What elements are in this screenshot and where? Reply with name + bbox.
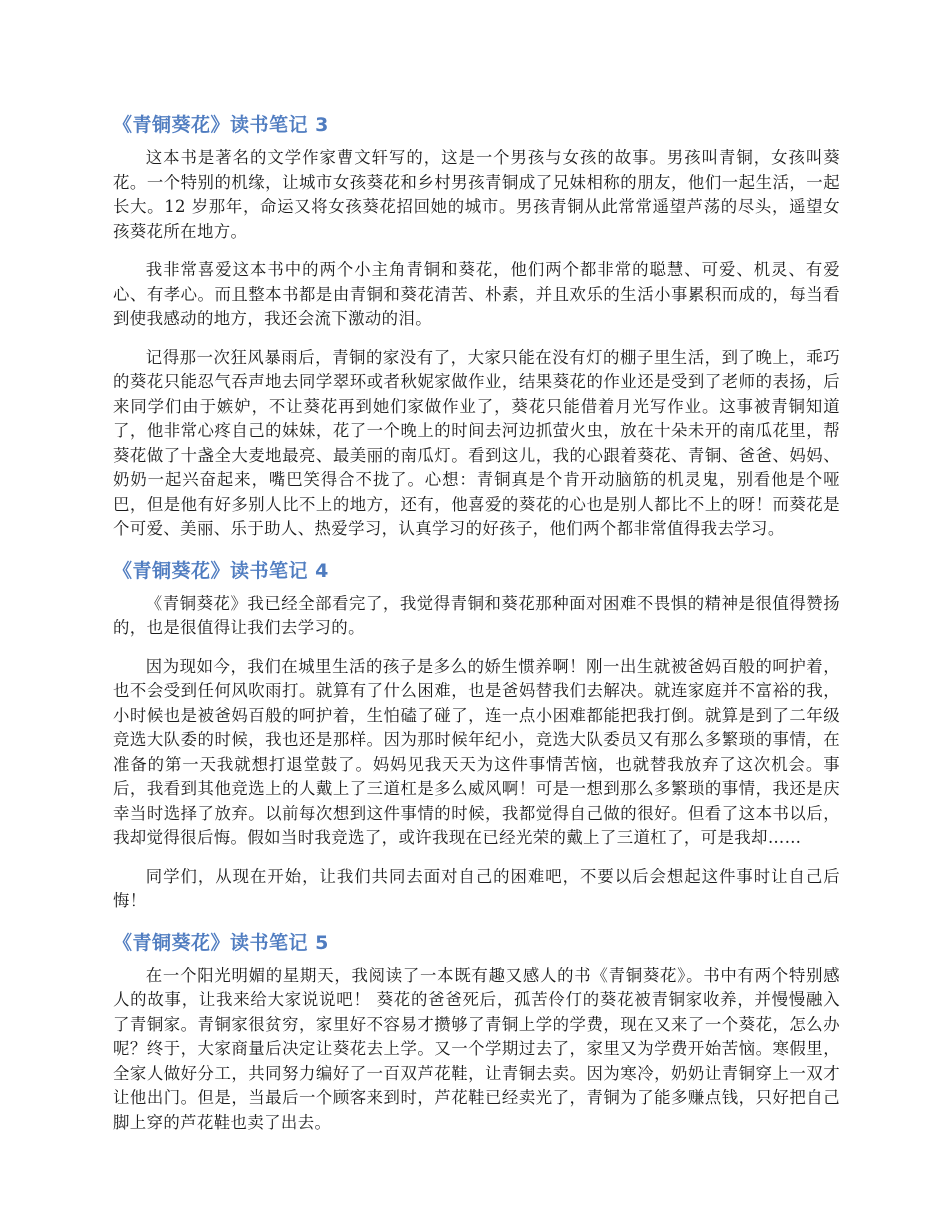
section-title: 《青铜葵花》读书笔记 3 xyxy=(113,114,329,136)
paragraph: 因为现如今，我们在城里生活的孩子是多么的娇生惯养啊！刚一出生就被爸妈百般的呵护着，也不会受到任何风吹雨打。就算有了什么困难，也是爸妈替我们去解决。就连家庭并不富裕的我，小时候也是被爸妈百般的呵护着，生怕磕了碰了，连一点小困难都能把我打倒。就算是到了二年级竞选大队委的时候，我也还是那样。因为那时候年纪小，竞选大队委员又有那么多繁琐的事情，在准备的第一天我就想打退堂鼓了。妈妈见我天天为这件事情苦恼，也就替我放弃了这次机会。事后，我看到其他竞选上的人戴上了三道杠是多么威风啊！可是一想到那么多繁琐的事情，我还是庆幸当时选择了放弃。以前每次想到这件事情的时候，我都觉得自己做的很好。但看了这本书以后，我却觉得很后悔。假如当时我竞选了，或许我现在已经光荣的戴上了三道杠了，可是我却…… xyxy=(113,656,840,847)
paragraph: 在一个阳光明媚的星期天，我阅读了一本既有趣又感人的书《青铜葵花》。书中有两个特别感人的故事，让我来给大家说说吧！ 葵花的爸爸死后，孤苦伶仃的葵花被青铜家收养，并慢慢融入了青铜家。青铜家很贫穷，家里好不容易才攒够了青铜上学的学费，现在又来了一个葵花，怎么办呢？终于，大家商量后决定让葵花去上学。又一个学期过去了，家里又为学费开始苦恼。寒假里，全家人做好分工，共同努力编好了一百双芦花鞋，让青铜去卖。因为寒冷，奶奶让青铜穿上一双才让他出门。但是，当最后一个顾客来到时，芦花鞋已经卖光了，青铜为了能多赚点钱，只好把自己脚上穿的芦花鞋也卖了出去。 xyxy=(113,965,840,1132)
paragraph: 我非常喜爱这本书中的两个小主角青铜和葵花，他们两个都非常的聪慧、可爱、机灵、有爱心、有孝心。而且整本书都是由青铜和葵花清苦、朴素，并且欢乐的生活小事累积而成的，每当看到使我感动的地方，我还会流下激动的泪。 xyxy=(113,260,840,328)
paragraph: 《青铜葵花》我已经全部看完了，我觉得青铜和葵花那种面对困难不畏惧的精神是很值得赞扬的，也是很值得让我们去学习的。 xyxy=(113,593,840,637)
paragraph: 记得那一次狂风暴雨后，青铜的家没有了，大家只能在没有灯的棚子里生活，到了晚上，乖巧的葵花只能忍气吞声地去同学翠环或者秋妮家做作业，结果葵花的作业还是受到了老师的表扬，后来同学们由于嫉妒，不让葵花再到她们家做作业了，葵花只能借着月光写作业。这事被青铜知道了，他非常心疼自己的妹妹，花了一个晚上的时间去河边抓萤火虫，放在十朵未开的南瓜花里，帮葵花做了十盏全大麦地最亮、最美丽的南瓜灯。看到这儿，我的心跟着葵花、青铜、爸爸、妈妈、奶奶一起兴奋起来，嘴巴笑得合不拢了。心想：青铜真是个肯开动脑筋的机灵鬼，别看他是个哑巴，但是他有好多别人比不上的地方，还有，他喜爱的葵花的心也是别人都比不上的呀！而葵花是个可爱、美丽、乐于助人、热爱学习，认真学习的好孩子，他们两个都非常值得我去学习。 xyxy=(113,347,840,538)
document-page xyxy=(113,110,840,1149)
section-note-3 xyxy=(113,110,840,542)
section-title: 《青铜葵花》读书笔记 4 xyxy=(113,559,329,582)
paragraph: 同学们，从现在开始，让我们共同去面对自己的困难吧，不要以后会想起这件事时让自己后悔！ xyxy=(113,866,840,910)
paragraph: 这本书是著名的文学作家曹文轩写的，这是一个男孩与女孩的故事。男孩叫青铜，女孩叫葵花。一个特别的机缘，让城市女孩葵花和乡村男孩青铜成了兄妹相称的朋友，他们一起生活，一起长大。12 岁那年，命运又将女孩葵花招回她的城市。男孩青铜从此常常遥望芦荡的尽头，遥望女孩葵花所在地方。 xyxy=(113,148,840,241)
section-title: 《青铜葵花》读书笔记 5 xyxy=(113,931,329,954)
section-note-4 xyxy=(113,556,840,914)
section-note-5 xyxy=(113,928,840,1136)
